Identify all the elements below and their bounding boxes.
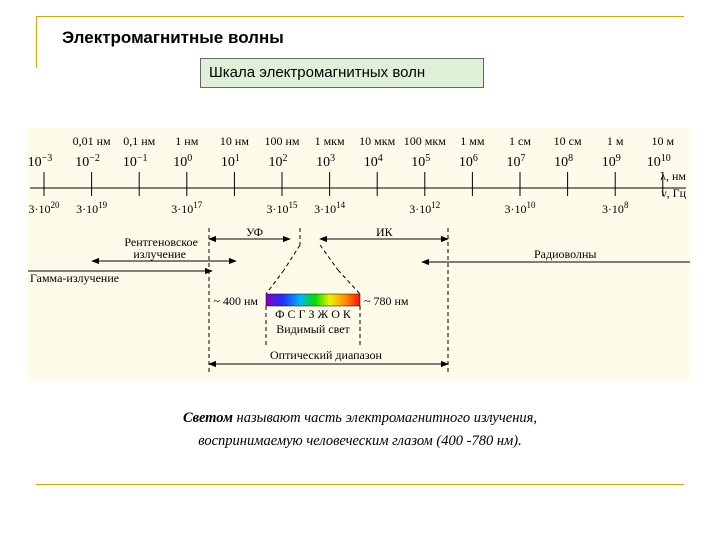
wavelength-label: 1 м [606,134,624,148]
xray-label-line1: Рентгеновское [124,235,198,249]
frequency-label: $3\cdot 10^{19}$ [76,200,108,216]
visible-light-label: Видимый свет [276,322,350,336]
ir-label: ИК [376,225,393,239]
funnel-right-1 [320,245,338,270]
caption-line-2: воспринимаемую человеческим глазом (400 -780 нм). [198,433,522,449]
funnel-left-2 [266,270,284,294]
left-bound-label: ~ 400 нм [213,294,258,308]
frequency-label: $3\cdot 10^8$ [601,200,629,216]
frequency-label: $3\cdot 10^{12}$ [409,200,441,216]
lambda-unit-label: λ, нм [660,169,686,183]
funnel-right-2 [338,270,360,294]
caption-bold-word: Светом [182,410,233,426]
frequency-label-group [29,200,629,216]
power-label: $10^9$ [601,153,621,170]
frequency-label: $3\cdot 10^{20}$ [28,200,60,216]
frequency-label: $3\cdot 10^{14}$ [314,200,346,216]
frequency-label: $3\cdot 10^{10}$ [504,200,536,216]
caption-line-1-text: называют часть электромагнитного излучения, [232,410,538,426]
power-label: $10^3$ [316,153,336,170]
wavelength-label-group [73,134,675,148]
wavelength-label: 1 мм [460,134,485,148]
visible-spectrum-bar [266,294,360,306]
wavelength-label: 0,01 нм [72,134,111,148]
power-label: $10^8$ [554,153,574,170]
right-bound-label: ~ 780 нм [364,294,409,308]
subtitle-box: Шкала электромагнитных волн [200,58,484,88]
power-label-group [28,153,671,170]
wavelength-label: 1 мкм [314,134,345,148]
power-label: $10^{-2}$ [75,153,100,170]
frequency-label: $3\cdot 10^{17}$ [171,200,203,216]
xray-label-line2: излучение [133,247,186,261]
power-label: $10^0$ [173,153,193,170]
wavelength-label: 10 мкм [359,134,396,148]
radio-label: Радиоволны [534,247,597,261]
gamma-label: Гамма-излучение [30,271,120,285]
wavelength-label: 100 нм [264,134,300,148]
bottom-rule [36,484,684,485]
wavelength-label: 1 см [509,134,531,148]
power-label: $10^1$ [220,153,240,170]
color-letters: Ф С Г З Ж О К [275,307,351,321]
power-label: $10^2$ [268,153,288,170]
caption-line-1 [20,410,700,427]
power-label: $10^{10}$ [646,153,671,170]
power-label: $10^{-1}$ [122,153,148,170]
wavelength-label: 100 мкм [403,134,446,148]
wavelength-label: 0,1 нм [123,134,156,148]
power-label: $10^7$ [506,153,526,170]
power-label: $10^6$ [458,153,478,170]
slide-title: Электромагнитные волны [62,28,284,47]
optical-range-label: Оптический диапазон [270,348,382,362]
power-label: $10^5$ [411,153,431,170]
power-label: $10^{-3}$ [27,153,53,170]
axis-group [30,172,686,196]
power-label: $10^4$ [363,153,383,170]
uv-label: УФ [246,225,264,239]
nu-unit-label: ν, Гц [661,186,686,200]
wavelength-label: 10 см [553,134,582,148]
funnel-left-1 [284,245,300,270]
wavelength-label: 10 м [651,134,675,148]
wavelength-label: 1 нм [175,134,199,148]
wavelength-label: 10 нм [219,134,249,148]
frequency-label: $3\cdot 10^{15}$ [266,200,298,216]
